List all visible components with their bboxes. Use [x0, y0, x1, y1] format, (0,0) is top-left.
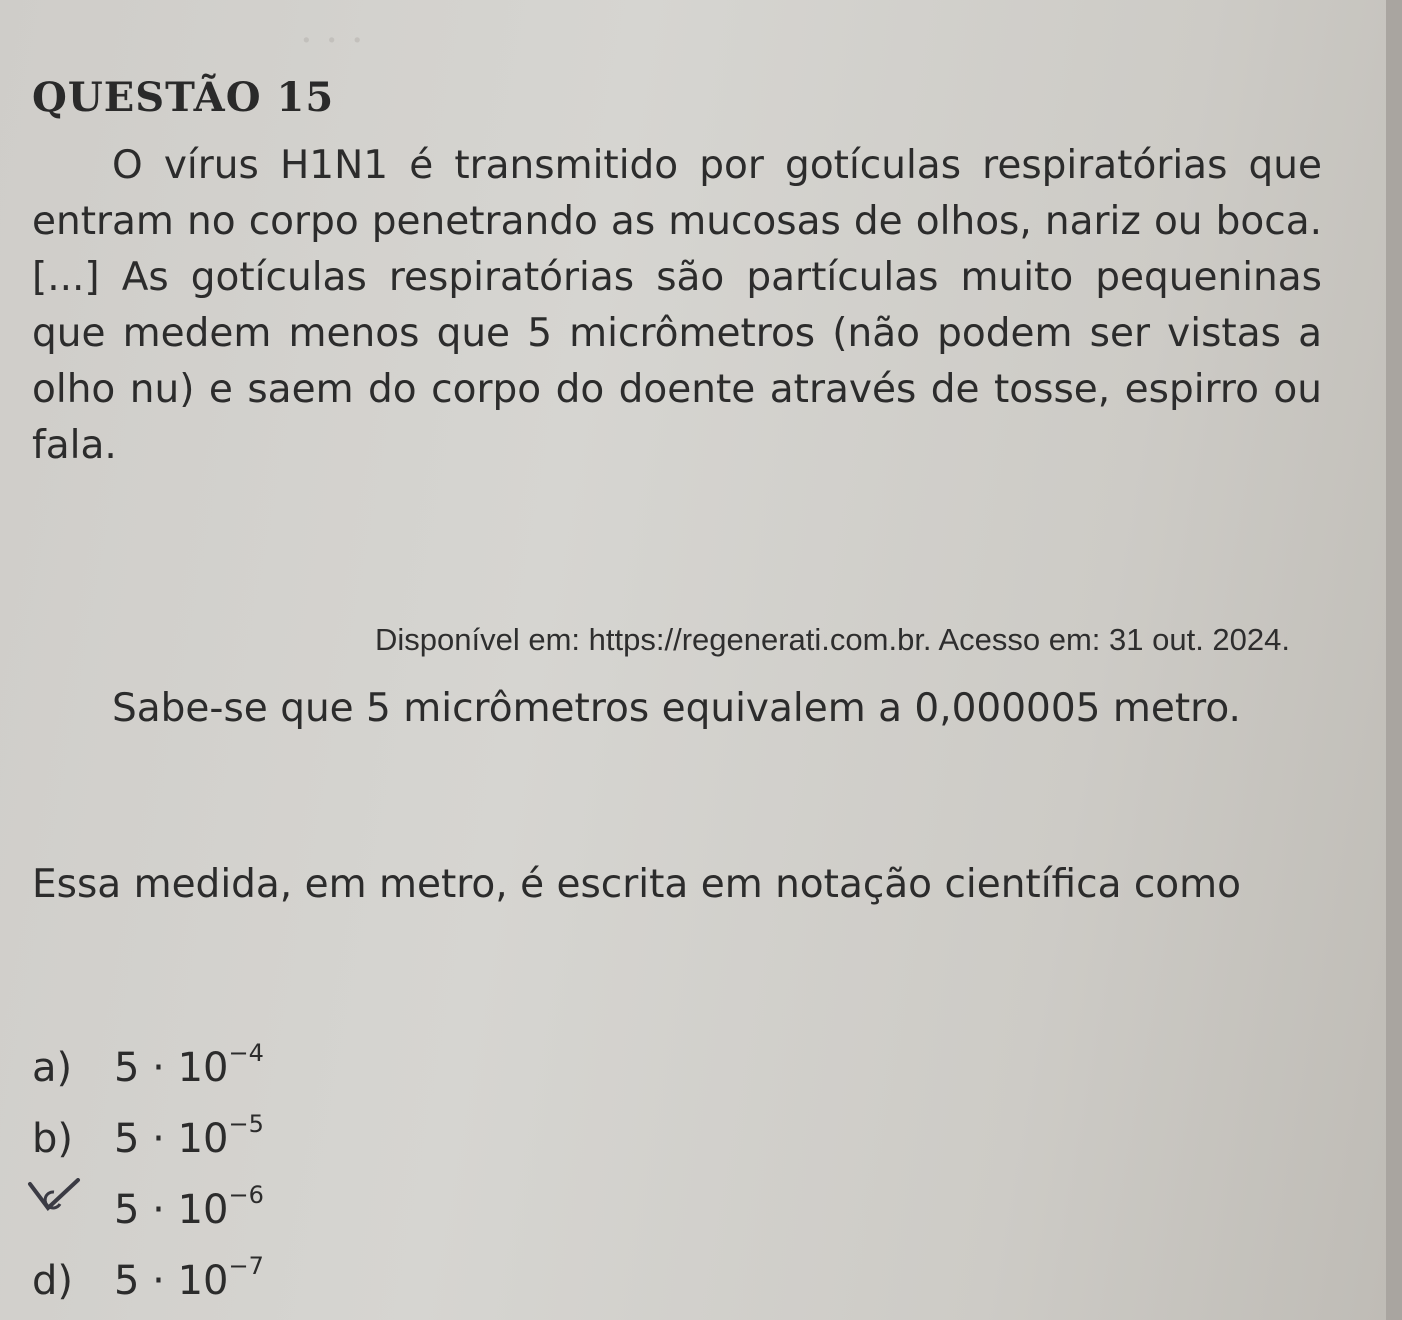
show-through-text: · · · [300, 18, 364, 64]
answer-options [32, 1018, 264, 1302]
pen-check-mark-icon [26, 1178, 82, 1214]
option-a[interactable] [32, 1018, 264, 1089]
option-b[interactable] [32, 1089, 264, 1160]
question-statement-1: Sabe-se que 5 micrômetros equivalem a 0,000005 metro. [112, 686, 1241, 731]
question-title: QUESTÃO 15 [32, 74, 335, 121]
question-statement-2: Essa medida, em metro, é escrita em notação científica como [32, 862, 1242, 907]
option-expression: $5 \cdot 10^{-5}$ [114, 1110, 264, 1162]
option-expression: $5 \cdot 10^{-6}$ [114, 1181, 264, 1233]
option-d[interactable] [32, 1231, 264, 1302]
option-letter: a) [32, 1045, 73, 1091]
option-c[interactable] [32, 1160, 264, 1231]
source-citation: Disponível em: https://regenerati.com.br. Acesso em: 31 out. 2024. [375, 622, 1290, 657]
option-letter: d) [32, 1258, 73, 1304]
question-paragraph: O vírus H1N1 é transmitido por gotículas respiratórias que entram no corpo penetrando as mucosas de olhos, nariz ou boca. [...] As gotículas respiratórias são partículas muito pequeninas que medem menos que 5 micrômetros (não podem ser vistas a olho nu) e saem do corpo do doente através de tosse, espirro ou fala. [32, 143, 1322, 468]
option-expression: $5 \cdot 10^{-4}$ [114, 1039, 264, 1091]
option-letter: b) [32, 1116, 73, 1162]
option-expression: $5 \cdot 10^{-7}$ [114, 1252, 264, 1304]
